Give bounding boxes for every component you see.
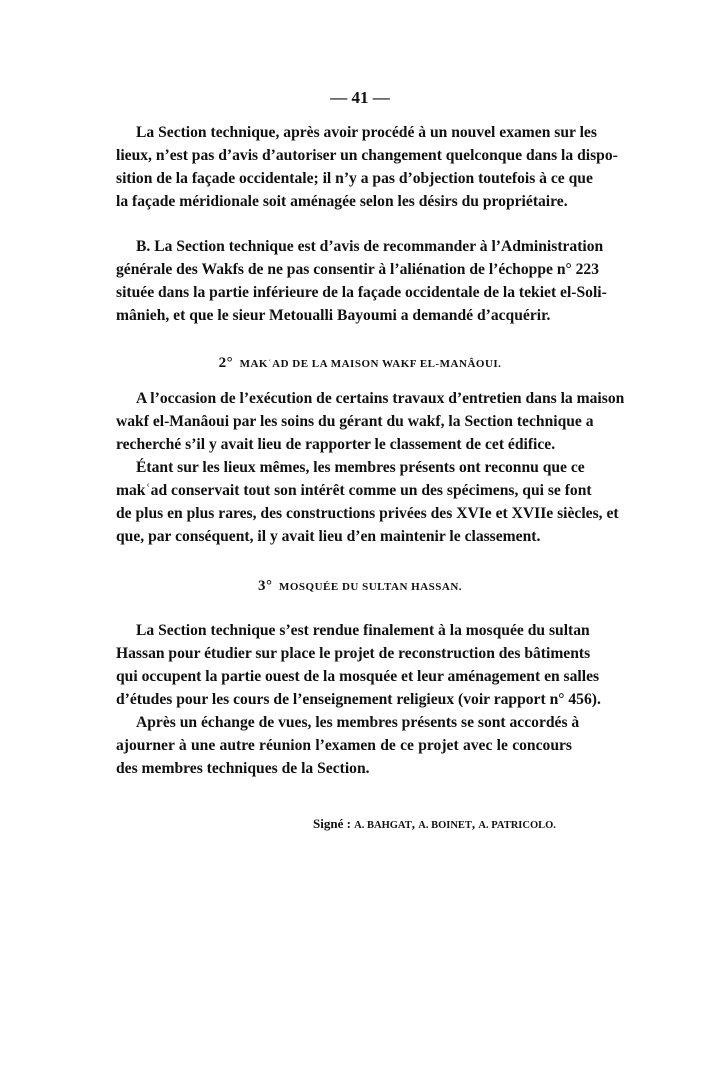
text-line: générale des Wakfs de ne pas consentir à l’aliénation de l’échoppe n° 223	[116, 261, 600, 278]
text-line: B. La Section technique est d’avis de recommander à l’Administration	[136, 238, 604, 255]
heading-title: MAKʿAD DE LA MAISON WAKF EL-MANÂOUI.	[239, 358, 502, 370]
section-a-text	[116, 121, 618, 327]
text-line: lieux, n’est pas d’avis d’autoriser un changement quelconque dans la dispo-	[116, 147, 618, 164]
text-line: La Section technique, après avoir procédé à un nouvel examen sur les	[136, 124, 597, 141]
text-line: mânieh, et que le sieur Metoualli Bayoumi a demandé d’acquérir.	[116, 307, 551, 324]
text-line: située dans la partie inférieure de la façade occidentale de la tekiet el-Soli-	[116, 284, 607, 301]
text-line: recherché s’il y avait lieu de rapporter le classement de cet édifice.	[116, 436, 556, 453]
section-c-text	[116, 619, 601, 780]
text-line: La Section technique s’est rendue finalement à la mosquée du sultan	[136, 622, 590, 639]
text-line: makʿad conservait tout son intérêt comme un des spécimens, qui se font	[116, 482, 592, 499]
text-line: A l’occasion de l’exécution de certains travaux d’entretien dans la maison	[136, 390, 625, 407]
signature-prefix: Signé :	[313, 816, 355, 831]
heading-title: MOSQUÉE DU SULTAN HASSAN.	[278, 581, 463, 593]
text-line: Étant sur les lieux mêmes, les membres présents ont reconnu que ce	[136, 459, 585, 476]
heading-number: 3°	[257, 578, 273, 594]
text-line: la façade méridionale soit aménagée selon les désirs du propriétaire.	[116, 193, 568, 210]
section-b-text	[116, 387, 625, 548]
text-line: sition de la façade occidentale; il n’y a pas d’objection toutefois à ce que	[116, 170, 593, 187]
text-line: ajourner à une autre réunion l’examen de ce projet avec le concours	[116, 737, 572, 754]
text-line: des membres techniques de la Section.	[116, 760, 370, 777]
text-line: wakf el-Manâoui par les soins du gérant du wakf, la Section technique a	[116, 413, 594, 430]
text-line: qui occupent la partie ouest de la mosquée et leur aménagement en salles	[116, 668, 600, 685]
text-line: Après un échange de vues, les membres présents se sont accordés à	[136, 714, 580, 731]
text-line: de plus en plus rares, des constructions privées des XVIe et XVIIe siècles, et	[116, 505, 619, 522]
section-heading-2	[0, 355, 720, 372]
page-number: — 41 —	[330, 88, 390, 107]
signature: Signé : A. BAHGAT, A. BOINET, A. PATRICOLO.	[313, 816, 556, 831]
signatory: A. PATRICOLO.	[478, 820, 556, 831]
section-heading-3	[0, 578, 720, 595]
text-line: que, par conséquent, il y avait lieu d’en maintenir le classement.	[116, 528, 541, 545]
signatory: A. BAHGAT	[354, 820, 412, 831]
text-line: Hassan pour étudier sur place le projet de reconstruction des bâtiments	[116, 645, 591, 662]
heading-number: 2°	[218, 355, 234, 371]
text-line: d’études pour les cours de l’enseignement religieux (voir rapport n° 456).	[116, 691, 601, 708]
signatory: A. BOINET	[418, 820, 472, 831]
